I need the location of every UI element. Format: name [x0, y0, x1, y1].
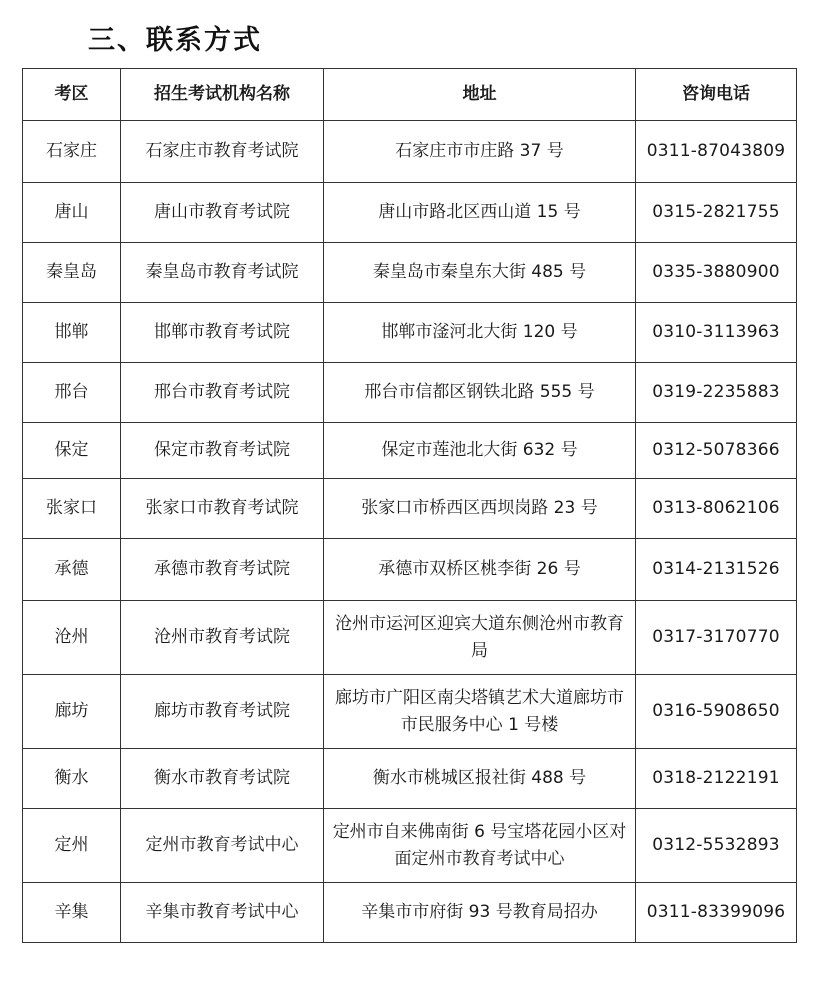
cell-phone: 0310-3113963 [636, 303, 797, 363]
cell-phone: 0311-87043809 [636, 121, 797, 183]
cell-region: 秦皇岛 [23, 243, 121, 303]
cell-region: 辛集 [23, 883, 121, 943]
cell-address: 邢台市信都区钢铁北路 555 号 [324, 363, 636, 423]
cell-institution: 石家庄市教育考试院 [121, 121, 324, 183]
header-institution: 招生考试机构名称 [121, 69, 324, 121]
cell-phone: 0314-2131526 [636, 539, 797, 601]
cell-address: 沧州市运河区迎宾大道东侧沧州市教育局 [324, 601, 636, 675]
cell-institution: 唐山市教育考试院 [121, 183, 324, 243]
cell-address: 衡水市桃城区报社街 488 号 [324, 749, 636, 809]
cell-institution: 承德市教育考试院 [121, 539, 324, 601]
cell-region: 沧州 [23, 601, 121, 675]
contact-table [22, 68, 797, 943]
section-title: 三、联系方式 [88, 25, 262, 56]
table-header-row [23, 69, 797, 121]
cell-phone: 0311-83399096 [636, 883, 797, 943]
cell-region: 衡水 [23, 749, 121, 809]
cell-address: 定州市自来佛南街 6 号宝塔花园小区对面定州市教育考试中心 [324, 809, 636, 883]
cell-address: 石家庄市市庄路 37 号 [324, 121, 636, 183]
header-address: 地址 [324, 69, 636, 121]
cell-institution: 张家口市教育考试院 [121, 479, 324, 539]
cell-region: 张家口 [23, 479, 121, 539]
cell-phone: 0317-3170770 [636, 601, 797, 675]
cell-institution: 邢台市教育考试院 [121, 363, 324, 423]
table-row [23, 601, 797, 675]
table-row [23, 243, 797, 303]
cell-phone: 0318-2122191 [636, 749, 797, 809]
table-row [23, 809, 797, 883]
table-row [23, 749, 797, 809]
table-row [23, 479, 797, 539]
cell-phone: 0319-2235883 [636, 363, 797, 423]
table-row [23, 675, 797, 749]
table-row [23, 539, 797, 601]
cell-institution: 辛集市教育考试中心 [121, 883, 324, 943]
header-region: 考区 [23, 69, 121, 121]
cell-institution: 保定市教育考试院 [121, 423, 324, 479]
table-row [23, 183, 797, 243]
cell-address: 张家口市桥西区西坝岗路 23 号 [324, 479, 636, 539]
header-phone: 咨询电话 [636, 69, 797, 121]
cell-institution: 衡水市教育考试院 [121, 749, 324, 809]
cell-phone: 0312-5078366 [636, 423, 797, 479]
table-row [23, 423, 797, 479]
cell-address: 唐山市路北区西山道 15 号 [324, 183, 636, 243]
cell-address: 邯郸市滏河北大街 120 号 [324, 303, 636, 363]
cell-phone: 0312-5532893 [636, 809, 797, 883]
cell-institution: 沧州市教育考试院 [121, 601, 324, 675]
cell-institution: 邯郸市教育考试院 [121, 303, 324, 363]
cell-region: 唐山 [23, 183, 121, 243]
cell-region: 廊坊 [23, 675, 121, 749]
table-row [23, 363, 797, 423]
cell-institution: 秦皇岛市教育考试院 [121, 243, 324, 303]
table-row [23, 303, 797, 363]
table-row [23, 121, 797, 183]
cell-region: 承德 [23, 539, 121, 601]
cell-phone: 0335-3880900 [636, 243, 797, 303]
cell-address: 廊坊市广阳区南尖塔镇艺术大道廊坊市市民服务中心 1 号楼 [324, 675, 636, 749]
cell-address: 秦皇岛市秦皇东大街 485 号 [324, 243, 636, 303]
cell-institution: 廊坊市教育考试院 [121, 675, 324, 749]
table-row [23, 883, 797, 943]
cell-phone: 0315-2821755 [636, 183, 797, 243]
cell-address: 承德市双桥区桃李街 26 号 [324, 539, 636, 601]
cell-region: 邢台 [23, 363, 121, 423]
cell-region: 定州 [23, 809, 121, 883]
cell-institution: 定州市教育考试中心 [121, 809, 324, 883]
cell-phone: 0313-8062106 [636, 479, 797, 539]
cell-region: 邯郸 [23, 303, 121, 363]
cell-phone: 0316-5908650 [636, 675, 797, 749]
cell-address: 辛集市市府街 93 号教育局招办 [324, 883, 636, 943]
cell-address: 保定市莲池北大街 632 号 [324, 423, 636, 479]
cell-region: 石家庄 [23, 121, 121, 183]
cell-region: 保定 [23, 423, 121, 479]
